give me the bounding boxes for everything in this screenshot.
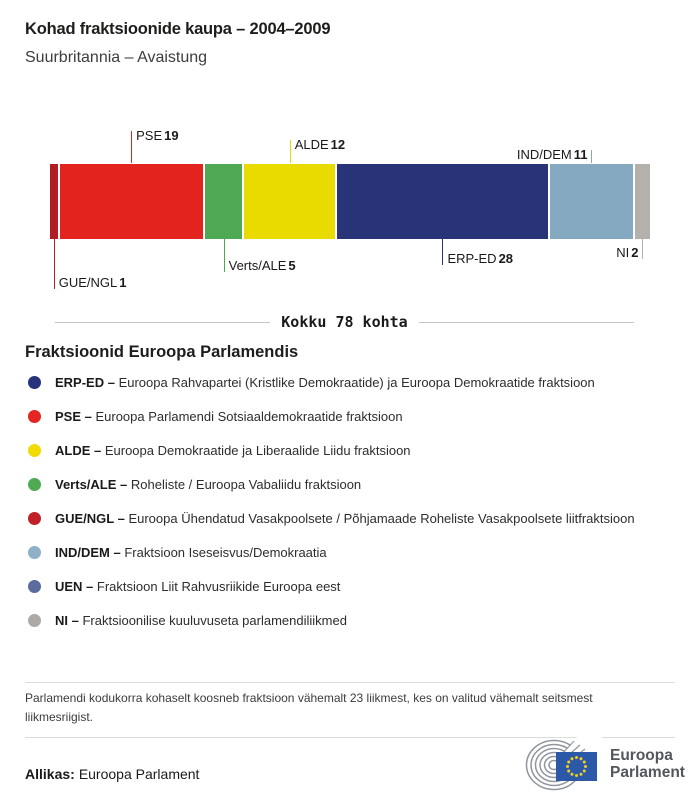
legend-label-PSE: PSE – Euroopa Parlamendi Sotsiaaldemokraatide fraktsioon bbox=[55, 409, 403, 424]
source-line bbox=[25, 766, 199, 782]
rule-right bbox=[419, 322, 634, 323]
footnote: Parlamendi kodukorra kohaselt koosneb fraktsioon vähemalt 23 liikmest, kes on valitud vähemalt seitsmest liikmesriigist. bbox=[25, 691, 593, 724]
callout-line-Verts/ALE bbox=[224, 239, 225, 272]
legend-item-NI bbox=[28, 613, 668, 628]
legend-label-ERP-ED: ERP-ED – Euroopa Rahvapartei (Kristlike Demokraatide) ja Euroopa Demokraatide fraktsioon bbox=[55, 375, 595, 390]
legend-item-ALDE bbox=[28, 443, 668, 458]
legend-label-Verts/ALE: Verts/ALE – Roheliste / Euroopa Vabaliidu fraktsioon bbox=[55, 477, 362, 492]
chart-title: Kohad fraktsioonide kaupa – 2004–2009 bbox=[25, 20, 331, 38]
ep-hemicycle-flag-icon bbox=[524, 736, 602, 792]
callout-line-ERP-ED bbox=[442, 239, 443, 265]
legend-item-UEN bbox=[28, 579, 668, 594]
bar-segment-ALDE bbox=[244, 164, 334, 239]
bar-segment-NI bbox=[635, 164, 650, 239]
legend-label-NI: NI – Fraktsioonilise kuuluvuseta parlamendiliikmed bbox=[55, 613, 347, 628]
legend-item-PSE bbox=[28, 409, 668, 424]
total-seats-label: Kokku 78 kohta bbox=[281, 313, 408, 331]
legend-dot-ALDE bbox=[28, 444, 41, 457]
source-value: Euroopa Parlament bbox=[78, 766, 200, 782]
bar-segment-ERP-ED bbox=[337, 164, 548, 239]
european-parliament-logo bbox=[524, 736, 685, 792]
divider-top bbox=[25, 682, 675, 683]
bar-segment-GUE/NGL bbox=[50, 164, 58, 239]
bar-segment-IND/DEM bbox=[550, 164, 633, 239]
legend-item-GUE/NGL bbox=[28, 511, 668, 526]
logo-line2: Parlament bbox=[610, 764, 685, 781]
legend-dot-ERP-ED bbox=[28, 376, 41, 389]
callout-line-IND/DEM bbox=[591, 150, 592, 163]
legend-item-ERP-ED bbox=[28, 375, 668, 390]
callout-line-ALDE bbox=[290, 140, 291, 163]
bar-label-ALDE: ALDE 12 bbox=[294, 137, 346, 152]
chart-subtitle: Suurbritannia – Avaistung bbox=[25, 49, 208, 66]
legend-heading: Fraktsioonid Euroopa Parlamendis bbox=[25, 343, 299, 361]
legend-label-GUE/NGL: GUE/NGL – Euroopa Ühendatud Vasakpoolsete / Põhjamaade Roheliste Vasakpoolsete liitfraktsioon bbox=[55, 511, 635, 526]
legend-dot-NI bbox=[28, 614, 41, 627]
callout-line-NI bbox=[642, 239, 643, 259]
bar-label-PSE: PSE 19 bbox=[136, 128, 179, 143]
legend-dot-PSE bbox=[28, 410, 41, 423]
legend-label-IND/DEM: IND/DEM – Fraktsioon Iseseisvus/Demokraatia bbox=[55, 545, 327, 560]
source-label: Allikas: bbox=[25, 766, 75, 782]
legend-dot-Verts/ALE bbox=[28, 478, 41, 491]
legend-dot-UEN bbox=[28, 580, 41, 593]
callout-line-PSE bbox=[131, 131, 132, 163]
legend-item-IND/DEM bbox=[28, 545, 668, 560]
bar-label-ERP-ED: ERP-ED 28 bbox=[447, 251, 514, 266]
legend-label-ALDE: ALDE – Euroopa Demokraatide ja Liberaalide Liidu fraktsioon bbox=[55, 443, 411, 458]
bar-label-Verts/ALE: Verts/ALE 5 bbox=[228, 258, 296, 273]
logo-wordmark bbox=[610, 747, 685, 781]
bar-label-GUE/NGL: GUE/NGL 1 bbox=[58, 275, 127, 290]
total-seats-row bbox=[55, 313, 634, 331]
legend bbox=[28, 375, 668, 647]
legend-label-UEN: UEN – Fraktsioon Liit Rahvusriikide Euroopa eest bbox=[55, 579, 341, 594]
bar-label-IND/DEM: IND/DEM 11 bbox=[516, 147, 588, 162]
bar-segment-PSE bbox=[60, 164, 203, 239]
legend-dot-GUE/NGL bbox=[28, 512, 41, 525]
bar-segment-Verts/ALE bbox=[205, 164, 243, 239]
callout-line-GUE/NGL bbox=[54, 239, 55, 289]
logo-line1: Euroopa bbox=[610, 747, 673, 764]
legend-item-Verts/ALE bbox=[28, 477, 668, 492]
legend-dot-IND/DEM bbox=[28, 546, 41, 559]
rule-left bbox=[55, 322, 270, 323]
bar-label-NI: NI 2 bbox=[616, 245, 639, 260]
